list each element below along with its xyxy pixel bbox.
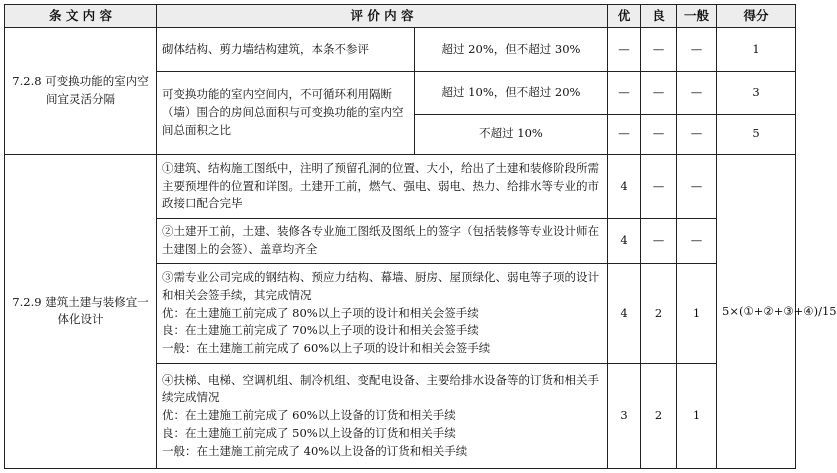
good-cell: 2 xyxy=(641,364,677,469)
header-excellent: 优 xyxy=(608,5,641,28)
general-cell: — xyxy=(677,219,717,263)
table-row xyxy=(5,28,796,72)
header-score: 得分 xyxy=(717,5,796,28)
item-cell xyxy=(157,364,608,469)
item-cell xyxy=(157,263,608,364)
item-level-line: 良：在土建施工前完成了 70%以上子项的设计和相关会签手续 xyxy=(162,323,479,338)
excellent-cell: — xyxy=(608,72,641,114)
general-cell: 1 xyxy=(677,263,717,364)
excellent-cell: — xyxy=(608,114,641,154)
item-text: ①建筑、结构施工图纸中，注明了预留孔洞的位置、大小，给出了土建和装修阶段所需主要预埋件的位置和详图。土建开工前，燃气、强电、弱电、热力、给排水等专业的市政接口配合完毕 xyxy=(157,154,608,218)
range-cell: 超过 20%，但不超过 30% xyxy=(415,28,608,72)
range-cell: 不超过 10% xyxy=(415,114,608,154)
header-good: 良 xyxy=(641,5,677,28)
table-row xyxy=(5,154,796,218)
good-cell: — xyxy=(641,28,677,72)
clause-728-title: 7.2.8 可变换功能的室内空间宜灵活分隔 xyxy=(5,28,157,155)
score-cell: 5 xyxy=(717,114,796,154)
item-level-line: 一般：在土建施工前完成了 40%以上设备的订货和相关手续 xyxy=(162,443,468,458)
score-cell: 3 xyxy=(717,72,796,114)
clause-729-formula: 5×(①+②+③+④)/15 xyxy=(717,154,796,468)
excellent-cell: 4 xyxy=(608,263,641,364)
item-level-line: 一般：在土建施工前完成了 60%以上子项的设计和相关会签手续 xyxy=(162,341,491,356)
range-cell: 超过 10%，但不超过 20% xyxy=(415,72,608,114)
clause-728-ratio-desc: 可变换功能的室内空间内，不可循环利用隔断（墙）围合的房间总面积与可变换功能的室内空间总面积之比 xyxy=(157,72,415,155)
item-level-line: 良：在土建施工前完成了 50%以上设备的订货和相关手续 xyxy=(162,426,456,441)
good-cell: — xyxy=(641,154,677,218)
good-cell: — xyxy=(641,72,677,114)
header-row xyxy=(5,5,796,28)
general-cell: — xyxy=(677,72,717,114)
item-text: ②土建开工前，土建、装修各专业施工图纸及图纸上的签字（包括装修等专业设计师在土建图上的会签）、盖章均齐全 xyxy=(157,219,608,263)
excellent-cell: 4 xyxy=(608,154,641,218)
clause-729-title: 7.2.9 建筑土建与装修宜一体化设计 xyxy=(5,154,157,468)
excellent-cell: 3 xyxy=(608,364,641,469)
header-evaluation: 评 价 内 容 xyxy=(157,5,608,28)
good-cell: — xyxy=(641,114,677,154)
excellent-cell: 4 xyxy=(608,219,641,263)
score-cell: 1 xyxy=(717,28,796,72)
header-clause: 条 文 内 容 xyxy=(5,5,157,28)
item-level-line: 优：在土建施工前完成了 60%以上设备的订货和相关手续 xyxy=(162,408,456,423)
general-cell: — xyxy=(677,28,717,72)
item-text: ③需专业公司完成的钢结构、预应力结构、幕墙、厨房、屋顶绿化、弱电等子项的设计和相关会签手续，其完成情况 xyxy=(162,269,599,302)
general-cell: 1 xyxy=(677,364,717,469)
evaluation-table xyxy=(4,4,837,469)
general-cell: — xyxy=(677,154,717,218)
clause-728-exempt-note: 砌体结构、剪力墙结构建筑，本条不参评 xyxy=(157,28,415,72)
general-cell: — xyxy=(677,114,717,154)
item-text: ④扶梯、电梯、空调机组、制冷机组、变配电设备、主要给排水设备等的订货和相关手续完成情况 xyxy=(162,372,599,405)
good-cell: — xyxy=(641,219,677,263)
header-general: 一般 xyxy=(677,5,717,28)
good-cell: 2 xyxy=(641,263,677,364)
item-level-line: 优：在土建施工前完成了 80%以上子项的设计和相关会签手续 xyxy=(162,305,479,320)
excellent-cell: — xyxy=(608,28,641,72)
